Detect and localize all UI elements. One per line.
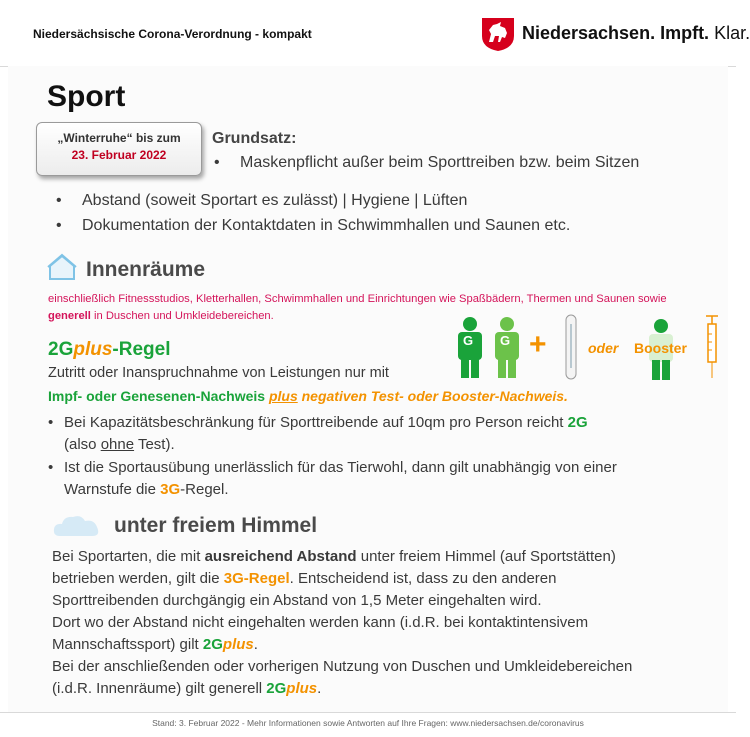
test-swab-icon: [563, 314, 579, 380]
innen-bullet-1-cont: (also ohne Test).: [64, 436, 175, 453]
innen-bullet-1: • Bei Kapazitätsbeschränkung für Sporttreibende auf 10qm pro Person reicht 2G: [48, 414, 588, 431]
grundsatz-bullet-1: • Maskenpflicht außer beim Sporttreiben bzw. beim Sitzen: [214, 154, 640, 171]
document-title: Niedersächsische Corona-Verordnung - kompakt: [33, 27, 312, 41]
innenraeume-note: einschließlich Fitnessstudios, Kletterhallen, Schwimmhallen und Einrichtungen wie Spaßbädern, Thermen und Saunen sowie generell in Duschen und Umkleidebereichen.: [48, 293, 667, 322]
winterruhe-badge: [36, 122, 202, 176]
footer-note: Stand: 3. Februar 2022 - Mehr Informationen sowie Antworten auf Ihre Fragen: www.niedersachsen.de/coronavirus: [0, 712, 736, 737]
2gplus-rule-title: 2Gplus-Regel: [48, 339, 171, 360]
aussen-line-2: betrieben werden, gilt die 3G-Regel. Entscheidend ist, dass zu den anderen: [52, 570, 557, 587]
grundsatz-bullet-2: • Abstand (soweit Sportart es zulässt) | Hygiene | Lüften: [56, 192, 468, 209]
brand-slogan: Niedersachsen. Impft. Klar.: [522, 23, 750, 43]
2gplus-illustration: [455, 314, 727, 380]
g-label: G: [500, 333, 511, 348]
brand-logo: [476, 14, 750, 54]
aussen-line-6: Bei der anschließenden oder vorherigen Nutzung von Duschen und Umkleidebereichen: [52, 658, 633, 675]
zutritt-text: Zutritt oder Inanspruchnahme von Leistungen nur mit: [48, 365, 389, 381]
aussen-line-4: Dort wo der Abstand nicht eingehalten werden kann (i.d.R. bei kontaktintensivem: [52, 614, 589, 631]
page-title: Sport: [47, 80, 126, 113]
g-label: G: [463, 333, 474, 348]
freiem-himmel-heading: unter freiem Himmel: [114, 514, 318, 537]
oder-label: oder: [588, 340, 619, 356]
grundsatz-heading: Grundsatz:: [212, 130, 297, 147]
syringe-icon: [703, 314, 721, 380]
innen-bullet-2: • Ist die Sportausübung unerlässlich für das Tierwohl, dann gilt unabhängig von einer: [48, 459, 617, 476]
aussen-line-5: Mannschaftssport) gilt 2Gplus.: [52, 636, 258, 653]
nachweis-text: Impf- oder Genesenen-Nachweis plus negativen Test- oder Booster-Nachweis.: [48, 388, 568, 404]
grundsatz-bullet-3: • Dokumentation der Kontaktdaten in Schwimmhallen und Saunen etc.: [56, 217, 571, 234]
badge-date: 23. Februar 2022: [71, 148, 167, 162]
cloud-icon: [52, 512, 102, 540]
plus-sign: +: [529, 328, 547, 361]
aussen-line-7: (i.d.R. Innenräume) gilt generell 2Gplus.: [52, 680, 322, 697]
horse-crest-icon: [480, 16, 516, 52]
innen-bullet-2-cont: Warnstufe die 3G-Regel.: [64, 481, 229, 498]
booster-label: Booster: [634, 340, 687, 356]
aussen-line-3: Sporttreibenden durchgängig ein Abstand von 1,5 Meter eingehalten wird.: [52, 592, 542, 609]
house-icon: [47, 253, 77, 281]
innenraeume-heading: Innenräume: [86, 258, 206, 281]
header-bar: [0, 0, 750, 67]
aussen-line-1: Bei Sportarten, die mit ausreichend Abstand unter freiem Himmel (auf Sportstätten): [52, 548, 616, 565]
badge-line1: „Winterruhe“ bis zum: [57, 131, 181, 145]
